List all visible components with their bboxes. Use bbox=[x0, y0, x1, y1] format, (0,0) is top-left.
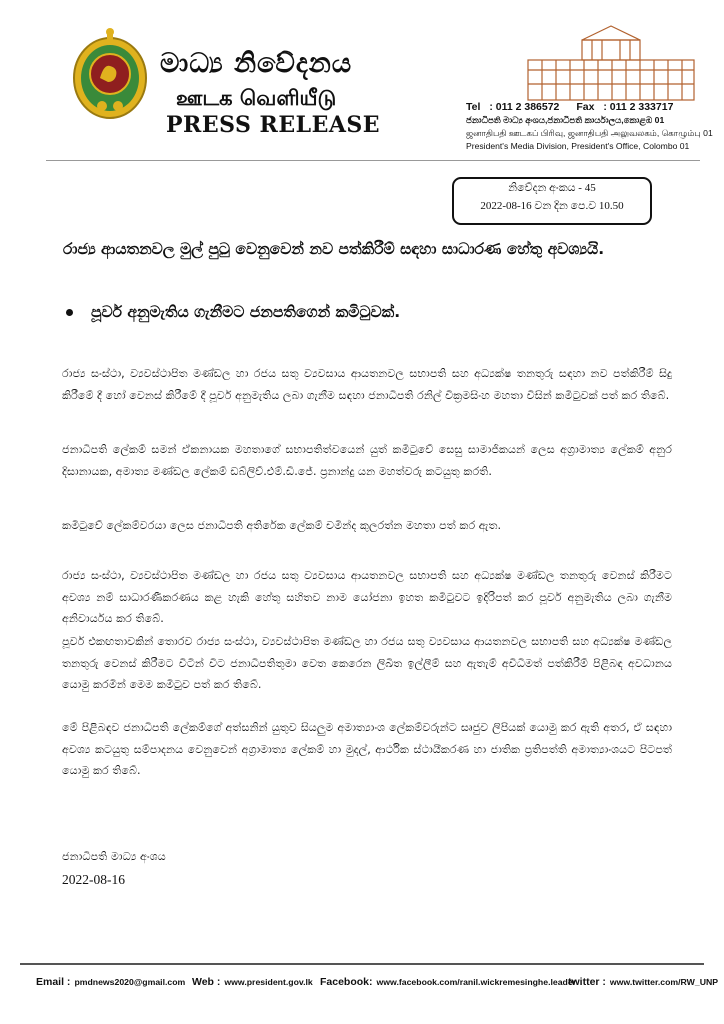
page-title: රාජ්‍ය ආයතනවල මුල් පුටු වෙනුවෙන් නව පත්කිරීම් සඳහා සාධාරණ හේතු අවශ්‍යයි. bbox=[63, 240, 605, 258]
signature-organization: ජනාධිපති මාධ්‍ය අංශය bbox=[62, 850, 166, 863]
header-title-english: PRESS RELEASE bbox=[166, 112, 381, 138]
footer-facebook bbox=[320, 976, 576, 988]
facebook-label: Facebook: bbox=[320, 976, 373, 988]
twitter-label: twitter : bbox=[568, 976, 606, 988]
national-emblem-icon bbox=[70, 26, 150, 122]
tel-label: Tel bbox=[466, 101, 481, 113]
fax-value: : 011 2 333717 bbox=[603, 101, 674, 113]
footer-email bbox=[36, 976, 185, 988]
reference-datetime: 2022-08-16 වන දින පෙ.ව 10.50 bbox=[480, 200, 624, 212]
header-divider bbox=[46, 160, 700, 161]
footer-divider bbox=[20, 963, 704, 965]
web-value: www.president.gov.lk bbox=[224, 977, 313, 987]
fax-label: Fax bbox=[576, 101, 595, 113]
body-paragraph: මේ පිළිබඳව ජනාධිපති ලේකම්ගේ අත්සනින් යුතුව සියලුම අමාත්‍යාංශ ලේකම්වරුන්ට සෘජුව ලිපියක් යොමු කර ඇති අතර, ඒ සඳහා අවශ්‍ය කටයුතු සම්පාදනය වෙනුවෙන් අග්‍රාමාත්‍ය ලේකම් හා මුදල්, ආර්ථික ස්ථායීකරණ හා ජාතික ප්‍රතිපත්ති අමාත්‍යාංශයට පිටපත් යොමු කර තිබේ. bbox=[62, 721, 672, 777]
footer-twitter bbox=[568, 976, 718, 988]
presidential-building-icon bbox=[522, 22, 700, 104]
twitter-value: www.twitter.com/RW_UNP bbox=[609, 977, 719, 987]
reference-box bbox=[452, 177, 652, 225]
signature-date: 2022-08-16 bbox=[62, 872, 125, 887]
address-english: President's Media Division, President's Office, Colombo 01 bbox=[466, 141, 690, 151]
bullet-icon bbox=[66, 309, 73, 316]
body-paragraph: කමිටුවේ ලේකම්වරයා ලෙස ජනාධිපති අතිරේක ලේකම් චමින්ද කුලරත්න මහතා පත් කර ඇත. bbox=[62, 519, 502, 532]
subtitle-text: පූර්ව අනුමැතිය ගැනීමට ජනපතිගෙන් කමිටුවක්. bbox=[91, 303, 401, 321]
contact-phone-fax bbox=[466, 101, 679, 113]
tel-value: : 011 2 386572 bbox=[489, 101, 560, 113]
header-title-tamil: ஊடக வெளியீடு bbox=[176, 86, 337, 110]
web-label: Web : bbox=[192, 976, 221, 988]
facebook-value: www.facebook.com/ranil.wickremesinghe.leader bbox=[376, 977, 577, 987]
body-paragraph: රාජ්‍ය සංස්ථා, ව්‍යවස්ථාපිත මණ්ඩල හා රජය සතු ව්‍යවසාය ආයතනවල සභාපති සහ අධ්‍යක්ෂ තනතුරු සඳහා නව පත්කිරීම් සිදු කිරීමේ දී හෝ වෙනස් කිරීමේ දී පූර්ව අනුමැතිය ලබා ගැනීම සඳහා ජනාධිපති රනිල් වික්‍රමසිංහ මහතා විසින් කමිටුවක් පත් කර තිබේ. bbox=[62, 367, 672, 402]
body-paragraph: රාජ්‍ය සංස්ථා, ව්‍යවස්ථාපිත මණ්ඩල හා රජය සතු ව්‍යවසාය ආයතනවල සභාපති සහ අධ්‍යක්ෂ මණ්ඩල තනතුරු වෙනස් කිරීමට අවශ්‍ය නම් සාධාරණීකරණය කළ හැකි හේතු සහිතව නාම යෝජනා ඉහත කමිටුවට ඉදිරිපත් කර පූර්ව අනුමැතිය ලබා ගැනීම අනිවාර්යය කර තිබේ. bbox=[62, 569, 672, 625]
body-paragraph: පූර්ව එකඟතාවකින් තොරව රාජ්‍ය සංස්ථා, ව්‍යවස්ථාපිත මණ්ඩල හා රජය සතු ව්‍යවසාය ආයතනවල සභාපති සහ අධ්‍යක්ෂ මණ්ඩල තනතුරු වෙනස් කිරීමට විටින් විට ජනාධිපතිතුමා වෙත කෙරෙන ලිඛිත ඉල්ලීම් සහ ඇතැම් අවිධිමත් පත්කිරීම් පිළිබඳ අවධානය යොමු කරමින් මෙම කමිටුව පත් කර තිබේ. bbox=[62, 635, 672, 691]
reference-number: නිවේදන අංකය - 45 bbox=[508, 182, 596, 194]
address-sinhala: ජනාධිපති මාධ්‍ය අංශය,ජනාධිපති කාර්යාලය,කොළඹ 01 bbox=[466, 115, 665, 125]
email-value: pmdnews2020@gmail.com bbox=[74, 977, 186, 987]
footer-web bbox=[192, 976, 313, 988]
email-label: Email : bbox=[36, 976, 71, 988]
subtitle-bullet bbox=[66, 303, 400, 322]
header-title-sinhala: මාධ්‍ය නිවේදනය bbox=[160, 48, 353, 79]
address-tamil: ஜனாதிபதி ஊடகப் பிரிவு, ஜனாதிபதி அலுவலகம், கொழும்பு 01 bbox=[466, 128, 713, 138]
body-paragraph: ජනාධිපති ලේකම් සමන් ඒකනායක මහතාගේ සභාපතිත්වයෙන් යුත් කමිටුවේ සෙසු සාමාජිකයන් ලෙස අග්‍රාමාත්‍ය ලේකම් අනුර දිසානායක, අමාත්‍ය මණ්ඩල ලේකම් ඩබ්ලිව්.එම්.ඩී.ජේ. ප්‍රනාන්දු යන මහත්වරු කටයුතු කරති. bbox=[62, 443, 672, 478]
